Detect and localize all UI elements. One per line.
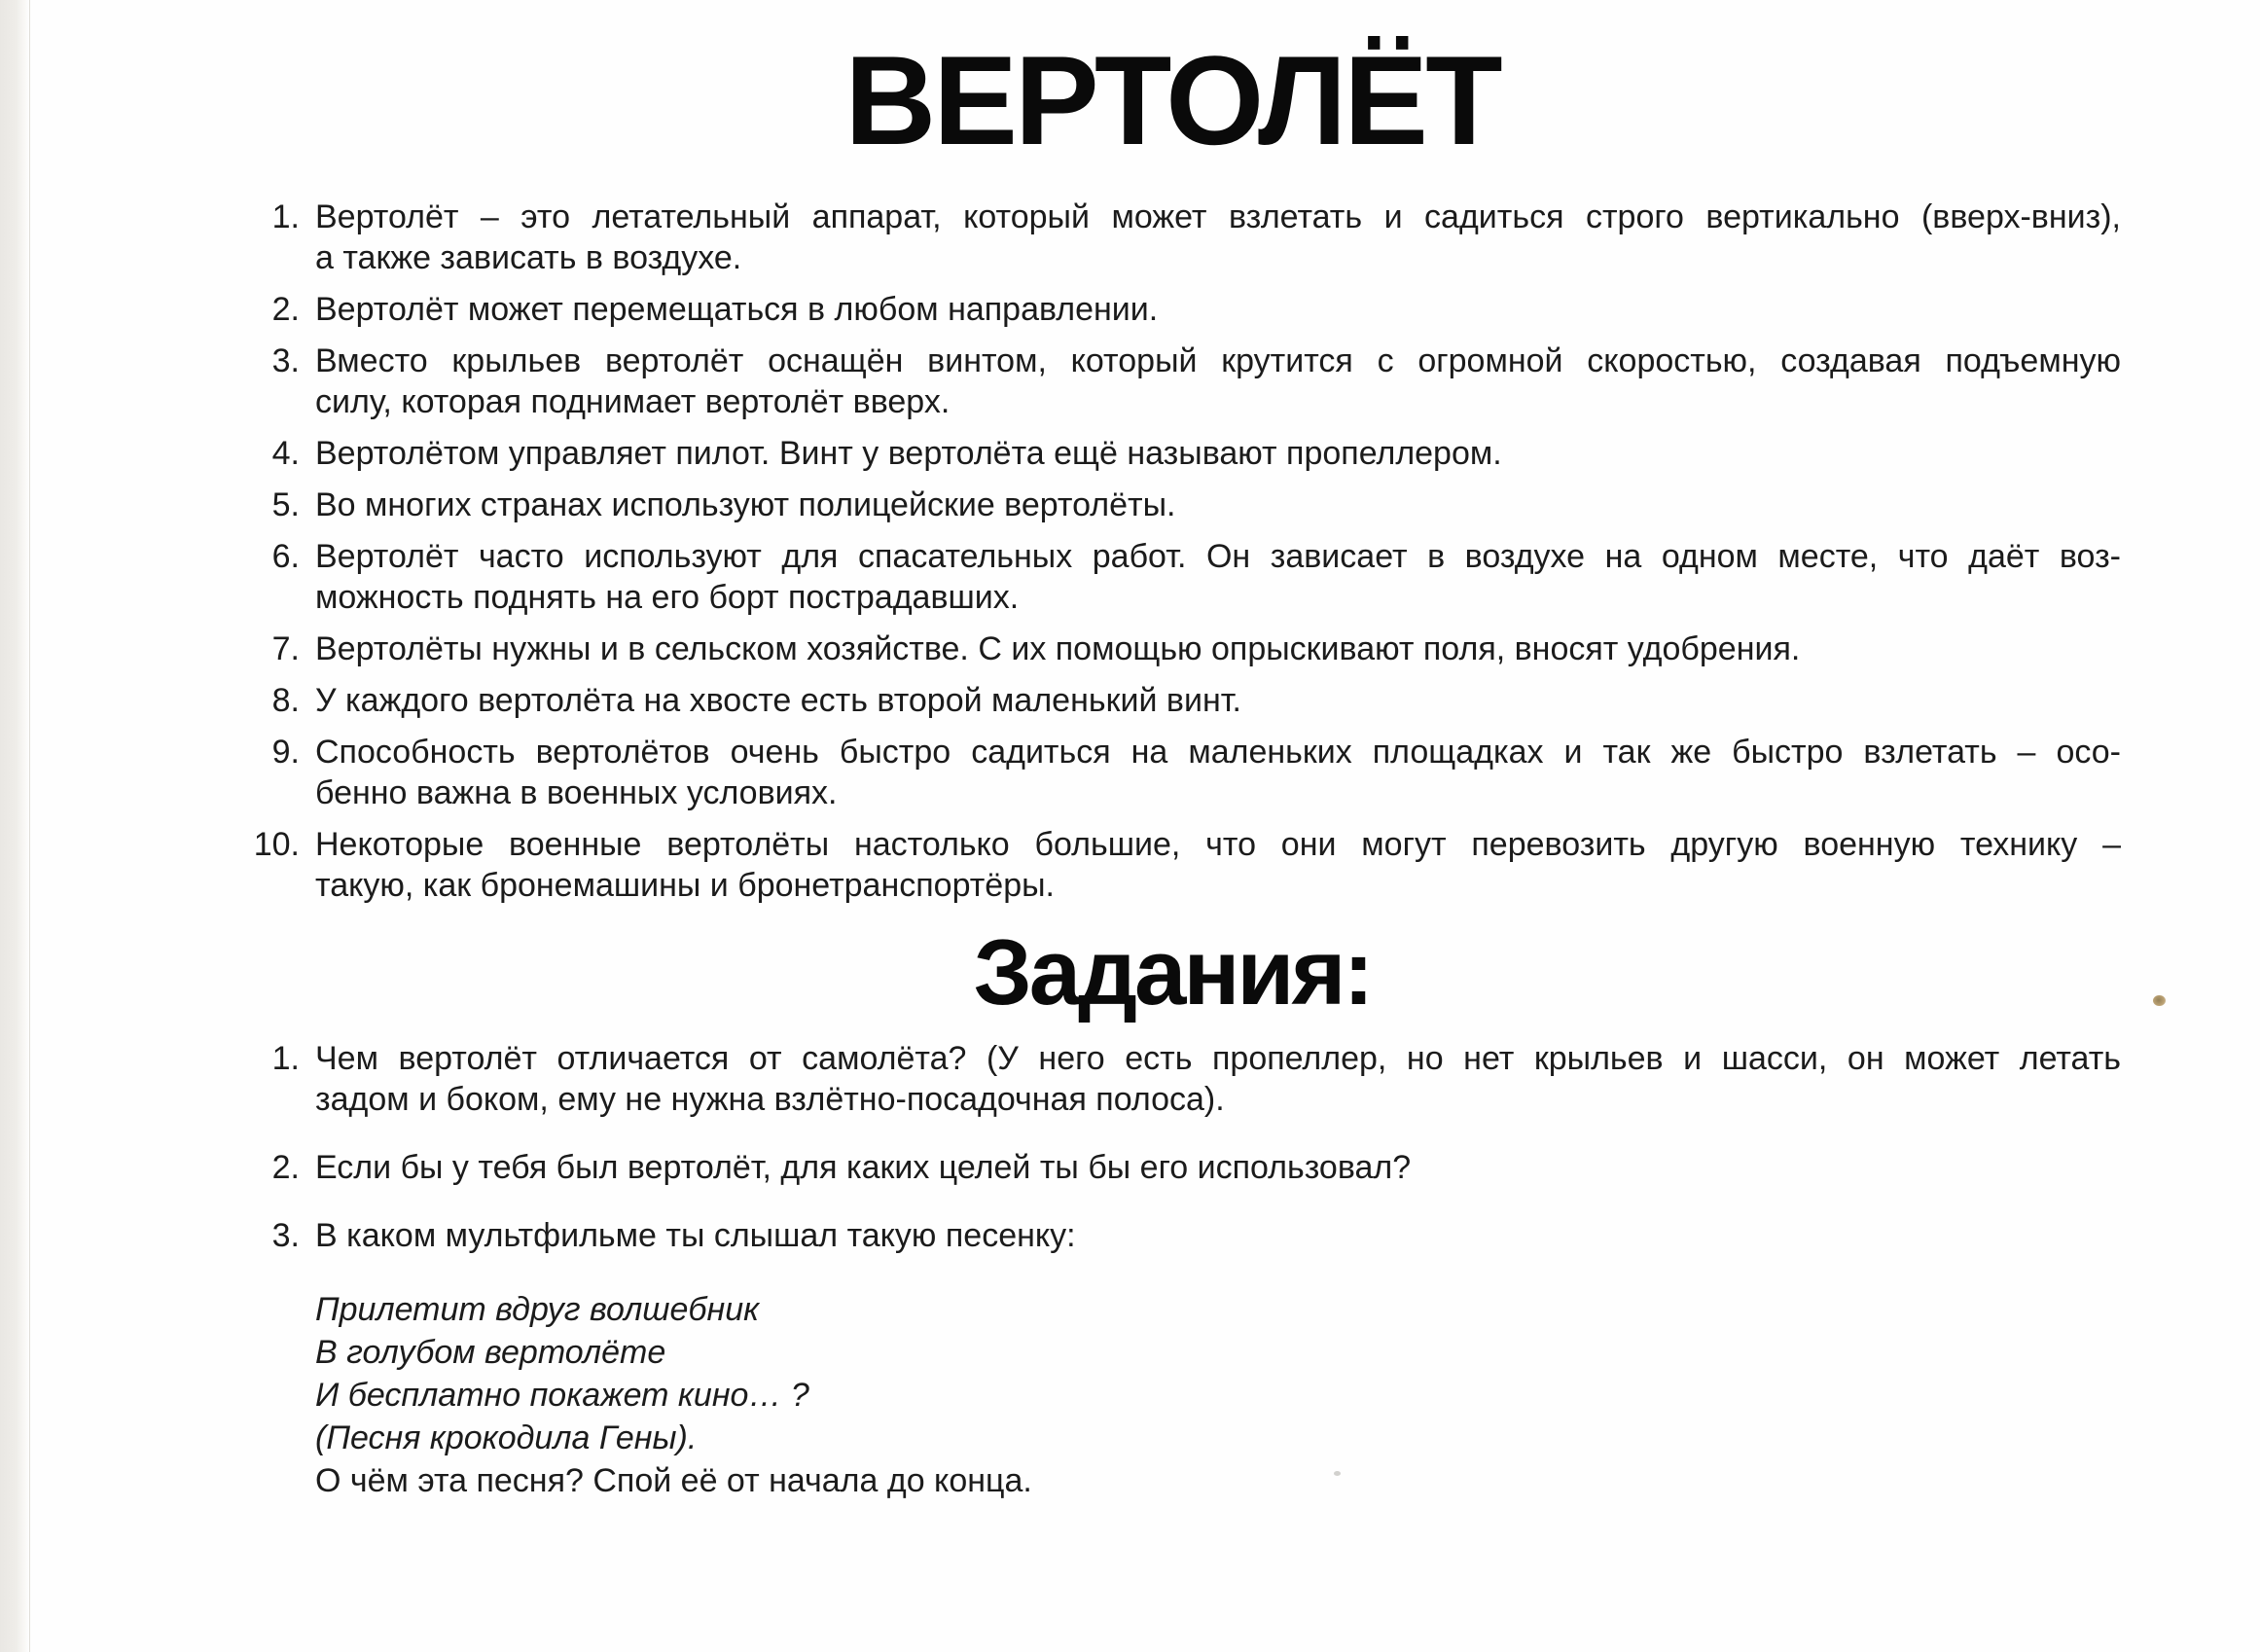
fact-text xyxy=(315,824,2121,906)
fact-text xyxy=(315,197,2121,278)
fact-line: а также зависать в воздухе. xyxy=(315,239,742,276)
fact-line: силу, которая поднимает вертолёт вверх. xyxy=(315,383,951,420)
fact-line: Во многих странах используют полицейские вертолёты. xyxy=(315,486,1176,523)
fact-line: можность поднять на его борт пострадавших. xyxy=(315,579,1020,616)
fact-number: 2. xyxy=(271,291,300,328)
fact-number: 10. xyxy=(253,826,300,863)
task-line: Чем вертолёт отличается от самолёта? (У него есть пропеллер, но нет крыльев и шасси, он может летать xyxy=(315,1039,2121,1077)
task-line: задом и боком, ему не нужна взлётно-посадочная полоса). xyxy=(315,1080,1225,1118)
content-area xyxy=(224,0,2121,1502)
fact-item-4 xyxy=(224,433,2121,474)
task-line: Если бы у тебя был вертолёт, для каких целей ты бы его использовал? xyxy=(315,1148,1412,1186)
facts-list xyxy=(224,197,2121,906)
fact-text xyxy=(315,536,2121,618)
fact-line: Вертолёт – это летательный аппарат, который может взлетать и садиться строго вертикально (вверх-вниз), xyxy=(315,198,2121,235)
song-closing-question: О чём эта песня? Спой её от начала до конца. xyxy=(315,1461,1032,1499)
fact-text xyxy=(315,341,2121,422)
fact-text xyxy=(315,628,2121,669)
tasks-list xyxy=(224,1038,2121,1256)
song-line: И бесплатно покажет кино… ? xyxy=(315,1376,809,1414)
fact-item-5 xyxy=(224,485,2121,525)
task-text xyxy=(315,1215,2121,1256)
scan-edge xyxy=(0,0,30,1652)
task-text xyxy=(315,1038,2121,1120)
fact-line: Вертолёты нужны и в сельском хозяйстве. С их помощью опрыскивают поля, вносят удобрения. xyxy=(315,630,1801,667)
task-line: В каком мультфильме ты слышал такую песенку: xyxy=(315,1216,1076,1254)
fact-number: 5. xyxy=(271,486,300,523)
task-item-3 xyxy=(224,1215,2121,1256)
task-number: 3. xyxy=(271,1216,300,1254)
fact-number: 4. xyxy=(271,435,300,472)
fact-line: Вертолёт часто используют для спасательных работ. Он зависает в воздухе на одном месте, что даёт воз- xyxy=(315,538,2121,575)
fact-line: Способность вертолётов очень быстро садиться на маленьких площадках и так же быстро взлетать – осо- xyxy=(315,734,2121,771)
fact-text xyxy=(315,680,2121,721)
fact-item-7 xyxy=(224,628,2121,669)
task-number: 2. xyxy=(271,1148,300,1186)
fact-text xyxy=(315,289,2121,330)
fact-item-10 xyxy=(224,824,2121,906)
task-item-2 xyxy=(224,1147,2121,1188)
fact-item-3 xyxy=(224,341,2121,422)
fact-item-9 xyxy=(224,732,2121,813)
fact-line: У каждого вертолёта на хвосте есть второй маленький винт. xyxy=(315,682,1241,719)
fact-line: бенно важна в военных условиях. xyxy=(315,774,838,811)
song-line: В голубом вертолёте xyxy=(315,1333,666,1371)
fact-item-6 xyxy=(224,536,2121,618)
fact-line: такую, как бронемашины и бронетранспортёры. xyxy=(315,867,1056,904)
fact-item-8 xyxy=(224,680,2121,721)
song-quote xyxy=(315,1288,2121,1502)
fact-item-2 xyxy=(224,289,2121,330)
fact-text xyxy=(315,732,2121,813)
fact-text xyxy=(315,433,2121,474)
fact-number: 1. xyxy=(271,198,300,235)
fact-number: 3. xyxy=(271,342,300,379)
fact-number: 6. xyxy=(271,538,300,575)
fact-line: Некоторые военные вертолёты настолько большие, что они могут перевозить другую военную технику – xyxy=(315,826,2121,863)
fact-number: 9. xyxy=(271,734,300,771)
song-line: Прилетит вдруг волшебник xyxy=(315,1290,760,1328)
fact-line: Вертолётом управляет пилот. Винт у вертолёта ещё называют пропеллером. xyxy=(315,435,1502,472)
fact-line: Вертолёт может перемещаться в любом направлении. xyxy=(315,291,1159,328)
page-title: ВЕРТОЛЁТ xyxy=(844,29,1500,171)
fact-line: Вместо крыльев вертолёт оснащён винтом, который крутится с огромной скоростью, создавая подъемную xyxy=(315,342,2121,379)
task-text xyxy=(315,1147,2121,1188)
song-attribution: (Песня крокодила Гены). xyxy=(315,1419,698,1456)
task-item-1 xyxy=(224,1038,2121,1120)
fact-text xyxy=(315,485,2121,525)
fact-number: 7. xyxy=(271,630,300,667)
fact-item-1 xyxy=(224,197,2121,278)
fact-number: 8. xyxy=(271,682,300,719)
scan-speck xyxy=(2153,995,2166,1006)
tasks-heading: Задания: xyxy=(973,920,1372,1024)
task-number: 1. xyxy=(271,1039,300,1077)
scan-speck xyxy=(1334,1471,1341,1476)
